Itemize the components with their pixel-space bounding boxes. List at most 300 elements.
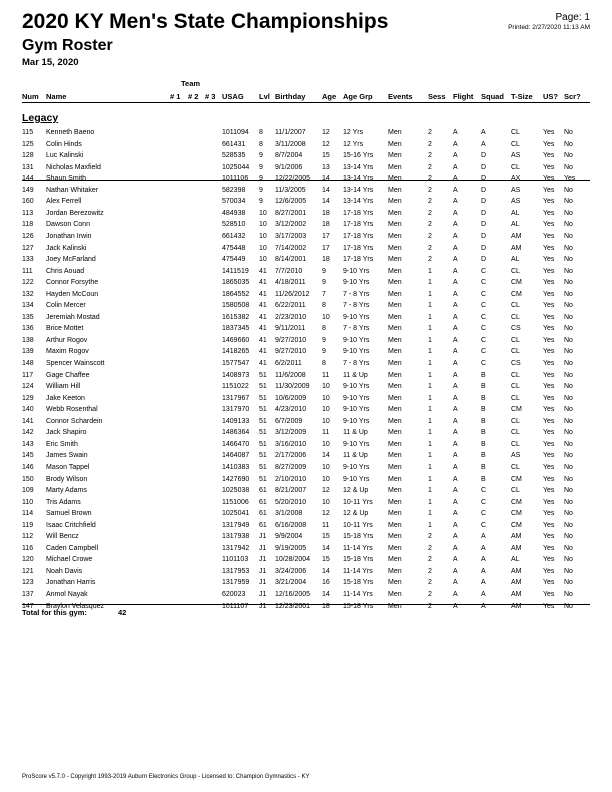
cell-session: 2	[428, 567, 432, 575]
cell-name: Marty Adams	[46, 487, 87, 495]
cell-us: Yes	[543, 498, 555, 506]
cell-session: 1	[428, 336, 432, 344]
cell-flight: A	[453, 348, 458, 356]
cell-flight: A	[453, 129, 458, 136]
col-header-team2: # 2	[188, 92, 199, 101]
cell-level: 9	[259, 152, 263, 160]
cell-birthday: 12/23/2001	[275, 602, 311, 610]
cell-us: Yes	[543, 267, 555, 275]
report-date: Mar 15, 2020	[22, 57, 79, 68]
cell-session: 2	[428, 152, 432, 160]
cell-age-group: 17-18 Yrs	[343, 232, 374, 240]
col-header-us: US?	[543, 92, 558, 101]
cell-session: 1	[428, 313, 432, 321]
cell-usag: 1151022	[222, 383, 249, 391]
cell-level: 10	[259, 244, 267, 252]
cell-events: Men	[388, 440, 402, 448]
cell-tshirt-size: CL	[511, 371, 520, 379]
cell-age-group: 9-10 Yrs	[343, 475, 370, 483]
cell-age-group: 13-14 Yrs	[343, 175, 374, 183]
cell-flight: A	[453, 152, 458, 160]
cell-num: 125	[22, 140, 34, 148]
cell-flight: A	[453, 544, 458, 552]
cell-session: 2	[428, 556, 432, 564]
table-row	[0, 291, 612, 302]
cell-us: Yes	[543, 567, 555, 575]
cell-events: Men	[388, 244, 402, 252]
cell-level: 51	[259, 452, 267, 460]
cell-num: 133	[22, 256, 34, 264]
cell-name: Eric Smith	[46, 440, 78, 448]
cell-age-group: 9-10 Yrs	[343, 394, 370, 402]
table-row	[0, 464, 612, 475]
cell-tshirt-size: AM	[511, 533, 522, 541]
cell-num: 127	[22, 244, 34, 252]
table-row	[0, 533, 612, 544]
cell-events: Men	[388, 556, 402, 564]
table-row	[0, 372, 612, 383]
cell-usag: 1025044	[222, 163, 250, 171]
cell-level: 9	[259, 198, 263, 206]
cell-tshirt-size: AM	[511, 591, 522, 598]
cell-scratched: No	[564, 221, 573, 229]
cell-birthday: 3/17/2003	[275, 232, 307, 240]
cell-name: Jonathan Irwin	[46, 232, 92, 240]
cell-name: Alex Ferrell	[46, 198, 82, 206]
cell-age-group: 10-11 Yrs	[343, 521, 373, 529]
cell-flight: A	[453, 175, 458, 183]
cell-squad: C	[481, 521, 487, 529]
cell-level: J1	[259, 591, 267, 598]
cell-us: Yes	[543, 591, 555, 598]
cell-scratched: No	[564, 325, 573, 333]
cell-age: 10	[322, 313, 330, 321]
cell-age: 12	[322, 129, 330, 136]
cell-birthday: 5/20/2010	[275, 498, 307, 506]
cell-birthday: 2/10/2010	[275, 475, 307, 483]
cell-squad: B	[481, 406, 486, 414]
cell-events: Men	[388, 533, 402, 541]
cell-events: Men	[388, 140, 402, 148]
table-row	[0, 314, 612, 325]
cell-num: 134	[22, 302, 34, 310]
total-divider	[22, 604, 590, 605]
cell-age-group: 9-10 Yrs	[343, 279, 370, 287]
cell-usag: 570034	[222, 198, 246, 206]
cell-scratched: No	[564, 256, 573, 264]
cell-name: Kenneth Baeno	[46, 129, 95, 136]
cell-name: Braylon Velasquez	[46, 602, 104, 610]
cell-scratched: No	[564, 152, 573, 160]
cell-level: 41	[259, 360, 267, 367]
cell-flight: A	[453, 163, 458, 171]
cell-squad: D	[481, 186, 487, 194]
cell-name: Luc Kalinski	[46, 152, 84, 160]
cell-session: 1	[428, 290, 432, 298]
cell-events: Men	[388, 579, 402, 587]
cell-squad: C	[481, 313, 487, 321]
cell-tshirt-size: CL	[511, 417, 520, 425]
table-row	[0, 129, 612, 140]
cell-events: Men	[388, 521, 402, 529]
col-header-tshirt-size: T-Size	[511, 92, 533, 101]
cell-us: Yes	[543, 360, 555, 367]
cell-age: 17	[322, 244, 330, 252]
cell-tshirt-size: AL	[511, 209, 520, 217]
cell-us: Yes	[543, 417, 555, 425]
cell-flight: A	[453, 452, 458, 460]
cell-flight: A	[453, 336, 458, 344]
cell-usag: 1411519	[222, 267, 249, 275]
table-row	[0, 591, 612, 602]
cell-age-group: 9-10 Yrs	[343, 313, 370, 321]
cell-events: Men	[388, 360, 402, 367]
cell-events: Men	[388, 383, 402, 391]
cell-events: Men	[388, 452, 402, 460]
cell-age-group: 11-14 Yrs	[343, 544, 373, 552]
cell-level: 61	[259, 521, 267, 529]
cell-squad: B	[481, 463, 486, 471]
table-row	[0, 522, 612, 533]
cell-scratched: No	[564, 336, 573, 344]
cell-age: 18	[322, 602, 330, 610]
cell-age: 13	[322, 163, 330, 171]
cell-level: 41	[259, 336, 267, 344]
cell-birthday: 8/27/2001	[275, 209, 307, 217]
table-row	[0, 441, 612, 452]
cell-level: J1	[259, 567, 267, 575]
cell-name: Joey McFarland	[46, 256, 96, 264]
cell-us: Yes	[543, 406, 555, 414]
cell-flight: A	[453, 267, 458, 275]
cell-tshirt-size: AM	[511, 544, 522, 552]
cell-us: Yes	[543, 602, 555, 610]
cell-flight: A	[453, 209, 458, 217]
cell-squad: C	[481, 279, 487, 287]
cell-session: 1	[428, 498, 432, 506]
cell-usag: 1464087	[222, 452, 250, 460]
cell-level: 51	[259, 429, 267, 437]
cell-birthday: 9/1/2006	[275, 163, 303, 171]
report-title: 2020 KY Men's State Championships	[22, 10, 389, 33]
cell-tshirt-size: AL	[511, 256, 520, 264]
cell-usag: 1410383	[222, 463, 250, 471]
table-row	[0, 279, 612, 290]
total-count: 42	[118, 608, 127, 617]
cell-age-group: 7 - 8 Yrs	[343, 302, 370, 310]
cell-level: 41	[259, 313, 267, 321]
cell-session: 1	[428, 406, 432, 414]
table-row	[0, 406, 612, 417]
cell-events: Men	[388, 336, 402, 344]
cell-scratched: No	[564, 198, 573, 206]
cell-num: 124	[22, 383, 34, 391]
cell-name: Nathan Whitaker	[46, 186, 99, 194]
cell-age-group: 15-18 Yrs	[343, 556, 374, 564]
cell-level: 51	[259, 475, 267, 483]
cell-num: 141	[22, 417, 34, 425]
cell-scratched: No	[564, 510, 573, 518]
cell-flight: A	[453, 232, 458, 240]
table-row	[0, 325, 612, 336]
cell-num: 128	[22, 152, 34, 160]
cell-birthday: 8/21/2007	[275, 487, 307, 495]
cell-age: 18	[322, 221, 330, 229]
cell-squad: C	[481, 290, 487, 298]
cell-us: Yes	[543, 383, 555, 391]
cell-usag: 1466470	[222, 440, 250, 448]
cell-usag: 661432	[222, 232, 246, 240]
cell-num: 149	[22, 186, 34, 194]
cell-age-group: 9-10 Yrs	[343, 348, 370, 356]
cell-us: Yes	[543, 394, 555, 402]
cell-age: 8	[322, 325, 326, 333]
cell-age-group: 9-10 Yrs	[343, 440, 370, 448]
cell-session: 1	[428, 487, 432, 495]
cell-scratched: No	[564, 163, 573, 171]
cell-squad: A	[481, 544, 486, 552]
col-header-squad: Squad	[481, 92, 504, 101]
cell-birthday: 8/7/2004	[275, 152, 303, 160]
cell-session: 1	[428, 325, 432, 333]
cell-events: Men	[388, 394, 402, 402]
cell-tshirt-size: AM	[511, 567, 522, 575]
cell-tshirt-size: CL	[511, 302, 520, 310]
cell-usag: 1151006	[222, 498, 249, 506]
cell-birthday: 10/6/2009	[275, 394, 307, 402]
table-row	[0, 337, 612, 348]
cell-age: 14	[322, 544, 330, 552]
cell-usag: 484938	[222, 209, 246, 217]
cell-events: Men	[388, 186, 402, 194]
cell-age-group: 7 - 8 Yrs	[343, 325, 370, 333]
cell-flight: A	[453, 313, 458, 321]
cell-age: 17	[322, 232, 330, 240]
cell-level: J1	[259, 544, 267, 552]
table-row	[0, 487, 612, 498]
gym-group-heading: Legacy	[22, 112, 59, 124]
cell-age: 12	[322, 487, 330, 495]
cell-level: 9	[259, 186, 263, 194]
cell-session: 1	[428, 279, 432, 287]
cell-session: 1	[428, 360, 432, 367]
cell-events: Men	[388, 348, 402, 356]
cell-flight: A	[453, 567, 458, 575]
page-number: Page: 1	[555, 12, 590, 23]
cell-usag: 475449	[222, 256, 246, 264]
cell-squad: D	[481, 221, 487, 229]
cell-num: 126	[22, 232, 34, 240]
cell-session: 2	[428, 579, 432, 587]
cell-us: Yes	[543, 302, 555, 310]
col-header-session: Sess	[428, 92, 446, 101]
table-row	[0, 198, 612, 209]
cell-name: Tris Adams	[46, 498, 81, 506]
cell-age: 15	[322, 152, 330, 160]
cell-squad: A	[481, 533, 486, 541]
cell-squad: B	[481, 440, 486, 448]
cell-scratched: No	[564, 244, 573, 252]
cell-us: Yes	[543, 336, 555, 344]
cell-name: Jonathan Harris	[46, 579, 96, 587]
cell-num: 121	[22, 567, 34, 575]
cell-num: 135	[22, 313, 34, 321]
cell-age: 18	[322, 209, 330, 217]
cell-events: Men	[388, 325, 402, 333]
cell-scratched: No	[564, 602, 573, 610]
cell-age-group: 11 & Up	[343, 452, 368, 460]
cell-age-group: 15-18 Yrs	[343, 533, 374, 541]
cell-num: 138	[22, 336, 34, 344]
cell-events: Men	[388, 221, 402, 229]
printed-timestamp: Printed: 2/27/2020 11:13 AM	[508, 24, 590, 31]
cell-squad: B	[481, 417, 486, 425]
cell-age: 9	[322, 267, 326, 275]
table-row	[0, 221, 612, 232]
cell-events: Men	[388, 129, 402, 136]
cell-flight: A	[453, 591, 458, 598]
cell-squad: A	[481, 591, 486, 598]
cell-events: Men	[388, 302, 402, 310]
cell-usag: 1615382	[222, 313, 250, 321]
cell-birthday: 11/3/2005	[275, 186, 306, 194]
cell-tshirt-size: CM	[511, 279, 522, 287]
cell-session: 2	[428, 140, 432, 148]
cell-scratched: No	[564, 498, 573, 506]
cell-scratched: No	[564, 475, 573, 483]
cell-flight: A	[453, 498, 458, 506]
cell-name: Spencer Wainscott	[46, 360, 105, 367]
cell-num: 120	[22, 556, 34, 564]
cell-birthday: 2/17/2006	[275, 452, 307, 460]
cell-name: Nicholas Maxfield	[46, 163, 101, 171]
cell-name: Colin Mercer	[46, 302, 86, 310]
cell-squad: D	[481, 152, 487, 160]
cell-age: 9	[322, 336, 326, 344]
cell-session: 2	[428, 602, 432, 610]
cell-birthday: 12/22/2005	[275, 175, 311, 183]
cell-scratched: No	[564, 579, 573, 587]
cell-us: Yes	[543, 186, 555, 194]
cell-tshirt-size: CL	[511, 440, 520, 448]
cell-usag: 1864552	[222, 290, 250, 298]
cell-tshirt-size: CM	[511, 498, 522, 506]
cell-flight: A	[453, 579, 458, 587]
cell-tshirt-size: CL	[511, 487, 520, 495]
cell-birthday: 10/28/2004	[275, 556, 311, 564]
cell-name: Mason Tappel	[46, 463, 90, 471]
cell-session: 2	[428, 232, 432, 240]
cell-usag: 1317970	[222, 406, 250, 414]
cell-num: 114	[22, 510, 34, 518]
cell-name: Webb Rosenthal	[46, 406, 98, 414]
table-row	[0, 579, 612, 590]
cell-tshirt-size: AS	[511, 452, 521, 460]
cell-birthday: 3/12/2002	[275, 221, 307, 229]
cell-num: 142	[22, 429, 34, 437]
cell-tshirt-size: AL	[511, 221, 520, 229]
cell-session: 1	[428, 394, 432, 402]
col-header-scratched: Scr?	[564, 92, 581, 101]
cell-tshirt-size: CL	[511, 129, 520, 136]
cell-level: 51	[259, 371, 267, 379]
cell-us: Yes	[543, 556, 555, 564]
cell-age: 9	[322, 348, 326, 356]
cell-level: 10	[259, 232, 267, 240]
cell-birthday: 8/27/2009	[275, 463, 307, 471]
cell-level: 41	[259, 348, 267, 356]
table-row	[0, 245, 612, 256]
cell-us: Yes	[543, 579, 555, 587]
cell-name: Brody Wilson	[46, 475, 88, 483]
cell-usag: 1317967	[222, 394, 250, 402]
cell-birthday: 3/21/2004	[275, 579, 307, 587]
cell-level: 10	[259, 209, 267, 217]
cell-scratched: Yes	[564, 175, 576, 183]
cell-scratched: No	[564, 140, 573, 148]
cell-usag: 1865035	[222, 279, 250, 287]
cell-usag: 1101103	[222, 556, 249, 564]
cell-usag: 1486364	[222, 429, 250, 437]
col-header-events: Events	[388, 92, 413, 101]
cell-level: 51	[259, 417, 267, 425]
cell-age-group: 11-14 Yrs	[343, 567, 373, 575]
cell-squad: C	[481, 360, 487, 367]
col-header-name: Name	[46, 92, 67, 101]
cell-level: J1	[259, 602, 267, 610]
cell-events: Men	[388, 510, 402, 518]
cell-us: Yes	[543, 152, 555, 160]
cell-flight: A	[453, 440, 458, 448]
col-header-level: Lvl	[259, 92, 270, 101]
cell-name: Jack Shapiro	[46, 429, 87, 437]
cell-tshirt-size: AM	[511, 602, 522, 610]
cell-session: 2	[428, 591, 432, 598]
cell-age: 16	[322, 579, 330, 587]
cell-flight: A	[453, 371, 458, 379]
cell-age-group: 9-10 Yrs	[343, 463, 370, 471]
cell-tshirt-size: CS	[511, 360, 521, 367]
cell-scratched: No	[564, 406, 573, 414]
cell-age-group: 17-18 Yrs	[343, 209, 374, 217]
cell-name: Isaac Critchfield	[46, 521, 96, 529]
cell-flight: A	[453, 556, 458, 564]
cell-num: 118	[22, 221, 34, 229]
cell-level: 41	[259, 267, 267, 275]
cell-tshirt-size: CL	[511, 383, 520, 391]
cell-age-group: 9-10 Yrs	[343, 267, 370, 275]
cell-usag: 475448	[222, 244, 246, 252]
cell-scratched: No	[564, 313, 573, 321]
table-row	[0, 152, 612, 163]
cell-us: Yes	[543, 371, 555, 379]
cell-birthday: 12/6/2005	[275, 198, 307, 206]
table-row	[0, 187, 612, 198]
cell-squad: B	[481, 383, 486, 391]
cell-usag: 1317938	[222, 533, 250, 541]
cell-num: 116	[22, 544, 34, 552]
cell-session: 2	[428, 544, 432, 552]
table-row	[0, 360, 612, 371]
col-header-flight: Flight	[453, 92, 474, 101]
cell-us: Yes	[543, 279, 555, 287]
cell-name: Gage Chaffee	[46, 371, 90, 379]
table-row	[0, 210, 612, 221]
cell-name: William Hill	[46, 383, 81, 391]
cell-tshirt-size: CM	[511, 475, 522, 483]
cell-age: 12	[322, 140, 330, 148]
cell-birthday: 9/9/2004	[275, 533, 303, 541]
